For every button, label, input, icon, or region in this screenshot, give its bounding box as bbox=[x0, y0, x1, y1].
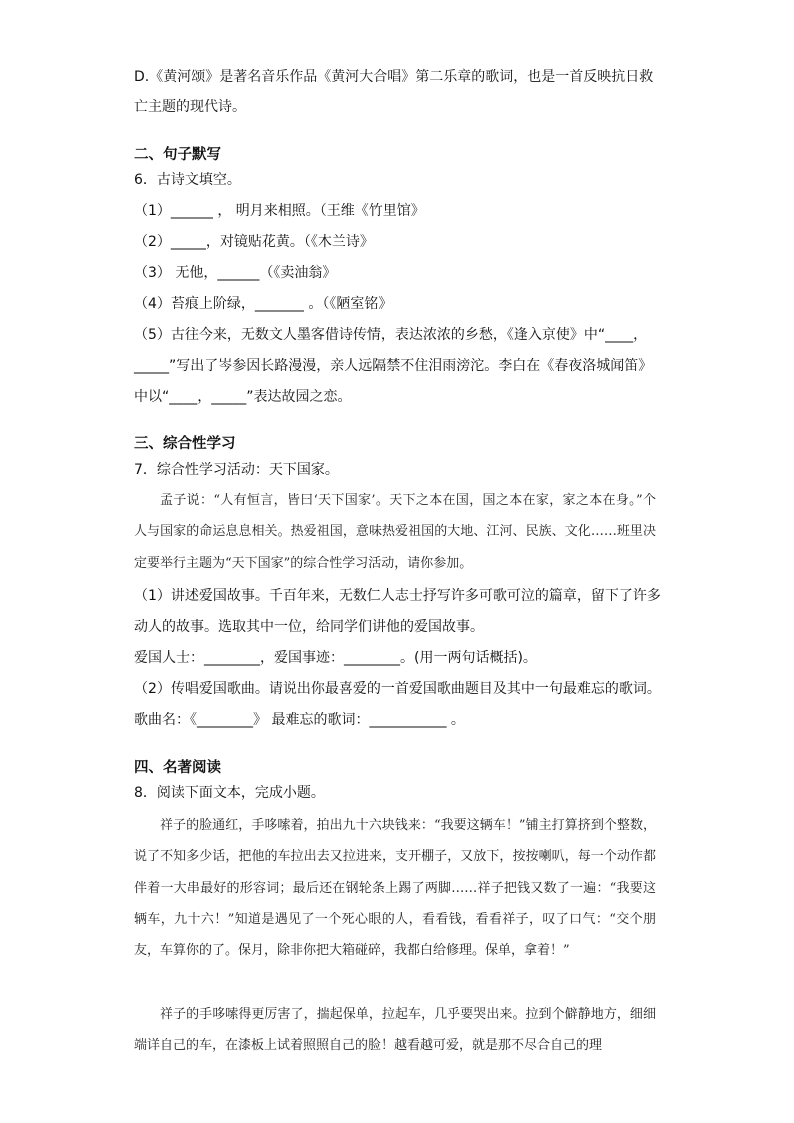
question-6-item-5-line-1: （5）古往今来，无数文人墨客借诗传情，表达浓浓的乡愁，《逢入京使》中“____， bbox=[134, 327, 648, 343]
option-d-line-2: 亡主题的现代诗。 bbox=[134, 99, 246, 115]
question-6-prompt: 6．古诗文填空。 bbox=[134, 172, 241, 188]
question-6-item-3: （3） 无他，______（《卖油翁》 bbox=[134, 265, 337, 281]
question-8-prompt: 8．阅读下面文本，完成小题。 bbox=[134, 785, 325, 801]
section-heading-comprehensive-learning: 三、综合性学习 bbox=[134, 436, 236, 452]
section-heading-sentence-dictation: 二、句子默写 bbox=[134, 147, 221, 163]
question-7-mencius-passage: 孟子说：“人有恒言，皆曰‘天下国家’。天下之本在国，国之本在家，家之本在身。”个人与国家的命运息息相关。热爱祖国，意味热爱祖国的大地、江河、民族、文化……班里决定要举行主题为“天下国家”的综合性学习活动，请你参加。 bbox=[134, 493, 656, 571]
question-7-prompt: 7．综合性学习活动：天下国家。 bbox=[134, 462, 339, 478]
question-7-song-answer-line: 歌曲名：《________》 最难忘的歌词：___________ 。 bbox=[134, 712, 465, 728]
section-heading-classic-reading: 四、名著阅读 bbox=[134, 760, 221, 776]
option-d-line-1: D.《黄河颂》是著名音乐作品《黄河大合唱》第二乐章的歌词，也是一首反映抗日救 bbox=[134, 69, 654, 85]
question-6-item-1: （1）______ ， 明月来相照。（王维《竹里馆》 bbox=[134, 203, 425, 219]
question-6-item-5-line-2: _____”写出了岑参因长路漫漫，亲人远隔禁不住泪雨滂沱。李白在《春夜洛城闻笛》 bbox=[134, 358, 653, 374]
question-7-item-2: （2）传唱爱国歌曲。请说出你最喜爱的一首爱国歌曲题目及其中一句最难忘的歌词。 bbox=[134, 681, 661, 697]
xiangzi-excerpt-paragraph-1: 祥子的脸通红，手哆嗦着，拍出九十六块钱来：“我要这辆车！”铺主打算挤到个整数，说了不知多少话，把他的车拉出去又拉进来，支开棚子，又放下，按按喇叭，每一个动作都伴着一大串最好的形容词；最后还在钢轮条上踢了两脚……祥子把钱又数了一遍：“我要这辆车，九十六！”知道是遇见了一个死心眼的人，看看钱，看看祥子，叹了口气：“交个朋友，车算你的了。保月，除非你把大箱碰碎，我都白给修理。保单，拿着！” bbox=[134, 818, 656, 959]
question-7-item-1-line-2: 动人的故事。选取其中一位，给同学们讲他的爱国故事。 bbox=[134, 619, 484, 635]
question-7-patriot-answer-line: 爱国人士：________，爱国事迹：________。(用一两句话概括)。 bbox=[134, 650, 537, 666]
question-6-item-5-line-3: 中以“____，_____”表达故园之恋。 bbox=[134, 389, 352, 405]
question-6-item-2: （2）_____，对镜贴花黄。（《木兰诗》 bbox=[134, 234, 374, 250]
question-6-item-4: （4）苔痕上阶绿，_______ 。（《陋室铭》 bbox=[134, 296, 393, 312]
xiangzi-excerpt-paragraph-2: 祥子的手哆嗦得更厉害了，揣起保单，拉起车，几乎要哭出来。拉到个僻静地方，细细端详自己的车，在漆板上试着照照自己的脸！越看越可爱，就是那不尽合自己的理 bbox=[134, 1007, 656, 1054]
question-7-item-1-line-1: （1）讲述爱国故事。千百年来，无数仁人志士抒写许多可歌可泣的篇章，留下了许多 bbox=[134, 588, 661, 604]
